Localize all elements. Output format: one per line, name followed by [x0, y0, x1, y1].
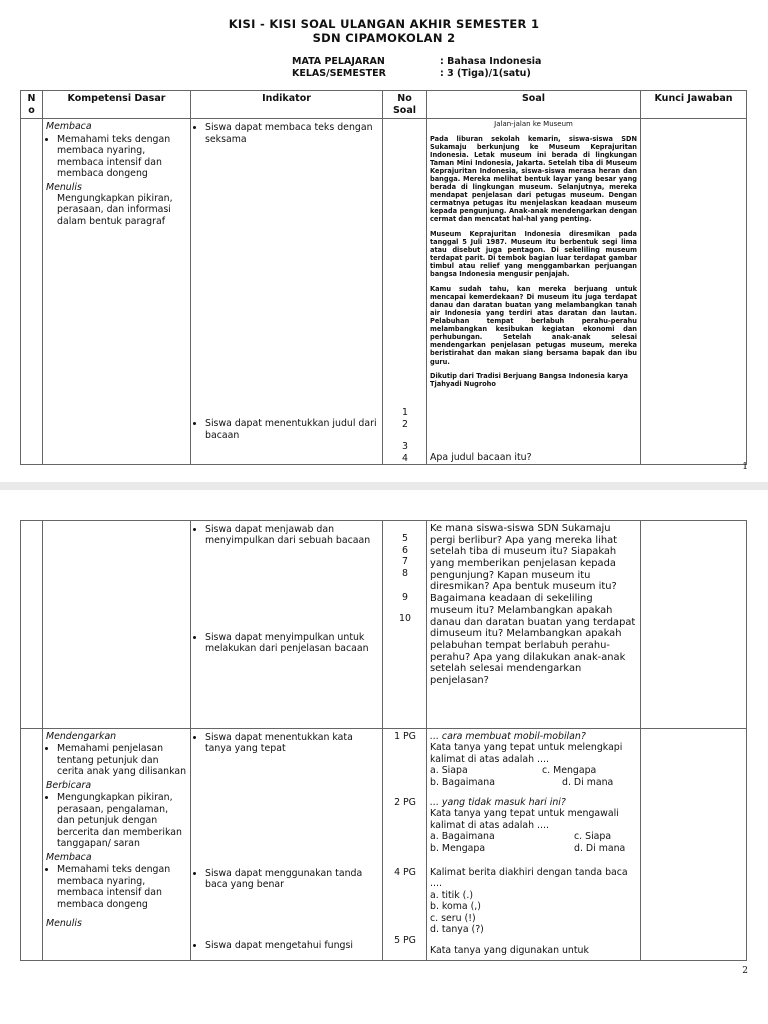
pg1-option-c: c. Mengapa: [542, 765, 597, 777]
indikator-cell: [191, 729, 383, 961]
no-soal-5: 5: [402, 533, 408, 544]
page-number: 1: [742, 462, 748, 472]
kd-menulis: Menulis: [46, 181, 82, 193]
indikator-function: • Siswa dapat mengetahui fungsi: [205, 940, 381, 951]
indikator-read-text: • Siswa dapat membaca teks dengan seksama: [205, 122, 379, 145]
pg4-option-a: a. titik (.): [430, 889, 473, 901]
questions-5-10: Ke mana siswa-siswa SDN Sukamaju pergi berlibur? Apa yang mereka lihat setelah tiba di museum itu? Siapakah yang memberikan penjelasan kepada pengunjung? Kapan museum itu diresmikan? Apa bentuk museum itu? Bagaimana keadaan di sekeliling museum itu? Melambangkan apakah danau dan daratan buatan yang terdapat dimuseum itu? Melambangkan apakah pelabuhan tempat berlabuh perahu-perahu? Apa yang dilakukan anak-anak setelah selesai mendengarkan penjelasan?: [427, 521, 641, 729]
no-soal-2: 2: [402, 419, 408, 431]
indikator-answer: • Siswa dapat menjawab dan menyimpulkan dari sebuah bacaan: [205, 524, 379, 547]
kd-menulis: Menulis: [46, 918, 82, 930]
pg2-stem: Kata tanya yang tepat untuk mengawali kalimat di atas adalah ....: [430, 808, 619, 831]
no-soal-cell: [383, 119, 427, 465]
passage-title: Jalan-jalan ke Museum: [494, 120, 573, 129]
kd-mendengarkan-item: • Memahami penjelasan tentang petunjuk dan cerita anak yang dilisankan: [57, 743, 187, 777]
pg2-option-b: b. Mengapa: [430, 842, 486, 854]
table-row: [21, 119, 747, 465]
no-cell: [21, 729, 43, 961]
col-header-indikator: Indikator: [191, 91, 383, 119]
no-soal-8: 8: [402, 568, 408, 579]
kd-membaca: Membaca: [46, 851, 92, 863]
pg1-option-d: d. Di mana: [562, 776, 614, 788]
no-soal-cell: [383, 521, 427, 729]
no-soal-10: 10: [399, 613, 411, 624]
passage-paragraph-2: Museum Keprajuritan Indonesia diresmikan pada tanggal 5 Juli 1987. Museum itu berbentuk segi lima atau disebut juga pentagon. Di sekeliling museum terdapat parit. Di tembok bagian luar terdapat gambar timbul atau relief yang menggambarkan perjuangan bangsa Indonesia mengusir penjajah.: [430, 230, 637, 279]
soal-cell: [427, 729, 641, 961]
pg1-option-b: b. Bagaimana: [430, 776, 495, 788]
kd-membaca-item: • Memahami teks dengan membaca nyaring, membaca intensif dan membaca dongeng: [57, 134, 187, 180]
page-1: [0, 0, 768, 482]
no-soal-7: 7: [402, 556, 408, 567]
kunci-cell: [641, 729, 747, 961]
col-header-soal: Soal: [427, 91, 641, 119]
indikator-cell: [191, 119, 383, 465]
col-header-kd: Kompetensi Dasar: [43, 91, 191, 119]
indikator-conclude: • Siswa dapat menyimpulkan untuk melakukan dari penjelasan bacaan: [205, 632, 381, 655]
pg4-stem: Kalimat berita diakhiri dengan tanda baca ....: [430, 867, 628, 890]
pg4-option-d: d. tanya (?): [430, 924, 484, 936]
class-label: KELAS/SEMESTER: [292, 68, 386, 79]
kunci-cell: [641, 521, 747, 729]
col-header-kunci: Kunci Jawaban: [641, 91, 747, 119]
grid-table-page1: [20, 90, 747, 465]
kunci-cell: [641, 119, 747, 465]
no-soal-1: 1: [402, 407, 408, 419]
kd-cell: [43, 521, 191, 729]
soal-cell: [427, 119, 641, 465]
subject-value: : Bahasa Indonesia: [440, 56, 542, 67]
indikator-punctuation: • Siswa dapat menggunakan tanda baca yang benar: [205, 868, 381, 891]
subject-label: MATA PELAJARAN: [292, 56, 385, 67]
pg1-stem: Kata tanya yang tepat untuk melengkapi kalimat di atas adalah ....: [430, 742, 623, 765]
passage-source: Dikutip dari Tradisi Berjuang Bangsa Indonesia karya Tjahyadi Nugroho: [430, 371, 628, 388]
indikator-cell: [191, 521, 383, 729]
kd-mendengarkan: Mendengarkan: [46, 731, 117, 742]
table-row: [21, 521, 747, 729]
pg4-option-c: c. seru (!): [430, 912, 476, 924]
kd-berbicara-item: • Mengungkapkan pikiran, perasaan, pengalaman, dan petunjuk dengan bercerita dan memberikan tanggapan/ saran: [57, 792, 187, 849]
passage-paragraph-1: Pada liburan sekolah kemarin, siswa-siswa SDN Sukamaju berkunjung ke Museum Keprajuritan Indonesia. Letak museum ini berada di lingkungan Taman Mini Indonesia, Jakarta. Setelah tiba di Museum Keprajuritan Indonesia, siswa-siswa merasa heran dan bangga. Mereka melihat bentuk layar yang besar yang berada di lingkungan museum. Selanjutnya, mereka mendapat penjelasan dari petugas museum. Dengan cermatnya petugas itu menjelaskan keadaan museum kepada pengunjung. Anak-anak mendengarkan dengan cermat dan mencatat hal-hal yang penting.: [430, 134, 637, 223]
page-number: 2: [742, 966, 748, 976]
page-2: [0, 490, 768, 1024]
col-header-no: N o: [21, 91, 43, 119]
col-header-no-soal: No Soal: [383, 91, 427, 119]
no-soal-pg2: 2 PG: [394, 797, 416, 808]
question-4: Apa judul bacaan itu?: [430, 452, 532, 464]
document-title: KISI - KISI SOAL ULANGAN AKHIR SEMESTER 1: [228, 17, 540, 31]
class-value: : 3 (Tiga)/1(satu): [440, 68, 531, 79]
pg4-option-b: b. koma (,): [430, 901, 481, 913]
kd-berbicara: Berbicara: [46, 779, 92, 791]
kd-cell: [43, 119, 191, 465]
indikator-title: • Siswa dapat menentukkan judul dari bacaan: [205, 418, 381, 441]
grid-table-page2: [20, 520, 747, 961]
pg4-block: [430, 867, 636, 936]
pg2-option-a: a. Bagaimana: [430, 831, 495, 843]
no-cell: [21, 119, 43, 465]
no-soal-4: 4: [402, 453, 408, 465]
pg2-stem-italic: ... yang tidak masuk hari ini?: [430, 797, 566, 808]
pg1-stem-italic: ... cara membuat mobil-mobilan?: [430, 731, 586, 742]
kd-membaca: Membaca: [46, 121, 92, 133]
no-soal-3: 3: [402, 441, 408, 453]
no-soal-9: 9: [402, 592, 408, 603]
no-soal-pg1: 1 PG: [394, 731, 416, 742]
table-row: [21, 729, 747, 961]
kd-membaca-item: • Memahami teks dengan membaca nyaring, membaca intensif dan membaca dongeng: [57, 864, 187, 910]
kd-menulis-text: Mengungkapkan pikiran, perasaan, dan informasi dalam bentuk paragraf: [57, 192, 173, 227]
no-soal-6: 6: [402, 545, 408, 556]
no-soal-cell: [383, 729, 427, 961]
pg1-option-a: a. Siapa: [430, 765, 468, 777]
no-cell: [21, 521, 43, 729]
pg5-stem: Kata tanya yang digunakan untuk: [430, 945, 589, 956]
pg2-block: [430, 797, 636, 854]
indikator-question-word: • Siswa dapat menentukkan kata tanya yang tepat: [205, 732, 379, 755]
school-name: SDN CIPAMOKOLAN 2: [312, 31, 456, 45]
no-soal-pg5: 5 PG: [394, 935, 416, 946]
pg2-option-d: d. Di mana: [574, 842, 626, 854]
kd-cell: [43, 729, 191, 961]
pg2-option-c: c. Siapa: [574, 831, 612, 843]
no-soal-pg4: 4 PG: [394, 867, 416, 878]
pg1-block: [430, 731, 636, 788]
passage-paragraph-3: Kamu sudah tahu, kan mereka berjuang untuk mencapai kemerdekaan? Di museum itu juga terdapat danau dan daratan buatan yang melambangkan tanah air Indonesia yang terdiri atas daratan dan lautan. Pelabuhan tempat berlabuh perahu-perahu melambangkan kesibukan kegiatan ekonomi dan perhubungan. Setelah anak-anak selesai mendengarkan penjelasan petugas museum, mereka beristirahat dan makan siang bersama bapak dan ibu guru.: [430, 285, 637, 366]
